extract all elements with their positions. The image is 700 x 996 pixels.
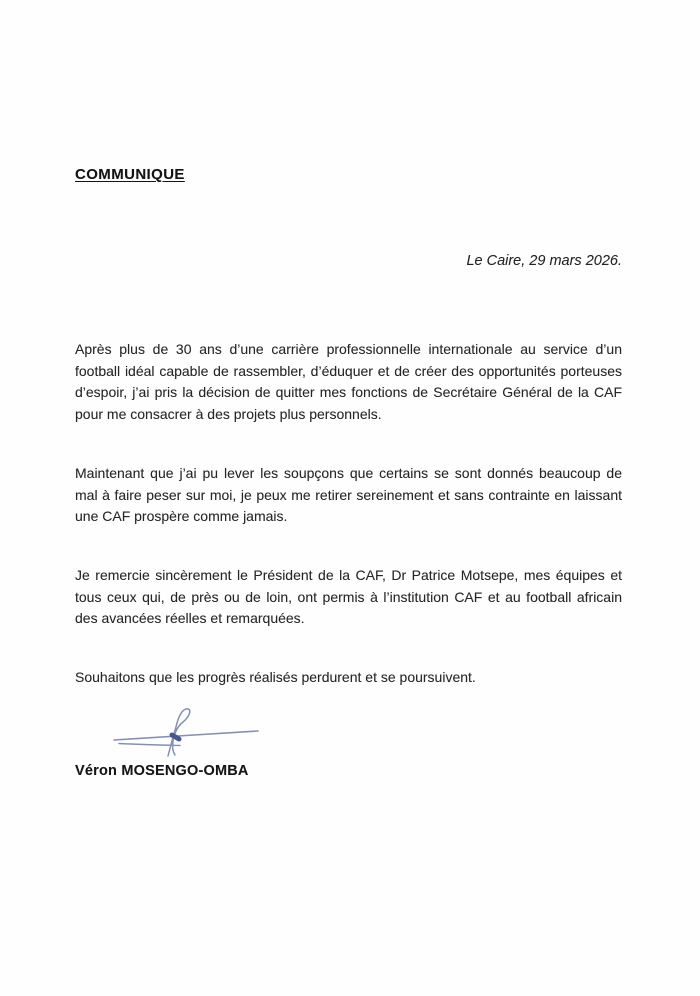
dateline: Le Caire, 29 mars 2026. xyxy=(466,253,622,269)
signature-long-stroke xyxy=(114,731,258,740)
document-title: COMMUNIQUE xyxy=(75,166,185,183)
signature-block xyxy=(111,703,261,761)
signatory-name: Véron MOSENGO-OMBA xyxy=(75,762,249,779)
paragraph-suspicions-cleared: Maintenant que j’ai pu lever les soupçons que certains se sont donnés beaucoup de mal à faire peser sur moi, je peux me retirer sereinement et sans contrainte en laissant une CAF prospère comme jamais. xyxy=(75,464,622,525)
paragraph-career-decision: Après plus de 30 ans d’une carrière professionnelle internationale au service d’un football idéal capable de rassembler, d’éduquer et de créer des opportunités porteuses d’espoir, j’ai pris la décision de quitter mes fonctions de Secrétaire Général de la CAF pour me consacrer à des projets plus personnels. xyxy=(75,341,622,423)
letter-content xyxy=(75,0,622,779)
signature-loop-stroke xyxy=(168,709,190,756)
signature-ink-knot xyxy=(172,735,179,739)
paragraph-thanks: Je remercie sincèrement le Président de la CAF, Dr Patrice Motsepe, mes équipes et tous ceux qui, de près ou de loin, ont permis à l’institution CAF et au football africain des avancées réelles et remarquées. xyxy=(75,566,622,627)
handwritten-signature-icon xyxy=(111,703,261,761)
paragraph-wishes: Souhaitons que les progrès réalisés perdurent et se poursuivent. xyxy=(75,669,476,686)
